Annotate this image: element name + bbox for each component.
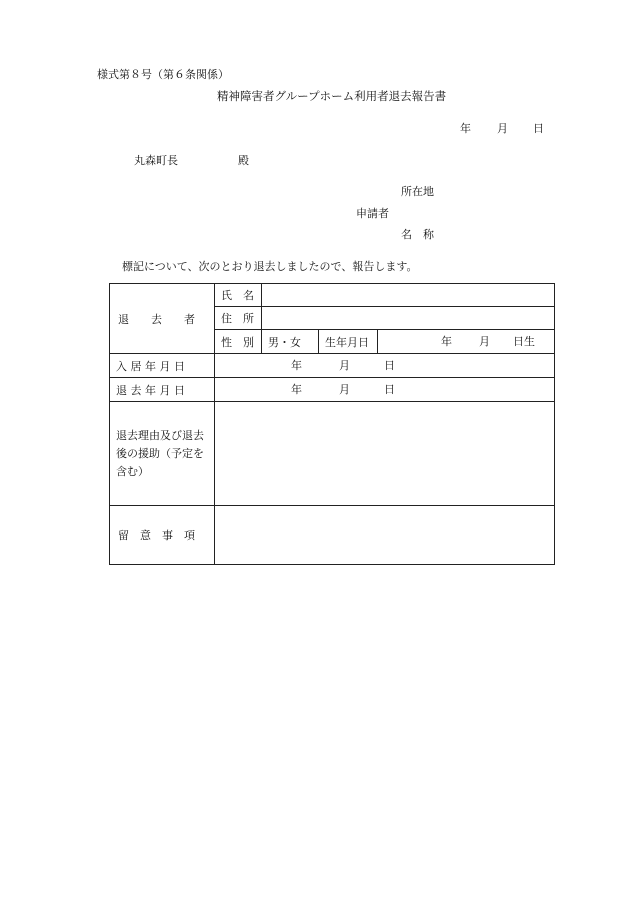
birth-field-label: 生年月日 — [325, 335, 369, 349]
name-field[interactable] — [262, 284, 555, 307]
date-day-label: 日 — [533, 122, 544, 135]
addressee-suffix: 殿 — [238, 154, 249, 167]
name-label: 名 称 — [401, 228, 434, 241]
leaver-label: 退 去 者 — [118, 312, 195, 326]
move-out-label-cell — [110, 378, 215, 402]
move-in-month-label: 月 — [339, 359, 350, 372]
move-in-label-cell — [110, 354, 215, 378]
address-label: 所在地 — [401, 185, 434, 198]
name-label-cell — [215, 284, 262, 307]
page-title: 精神障害者グループホーム利用者退去報告書 — [217, 89, 447, 103]
report-table — [109, 283, 555, 565]
move-in-date-field[interactable] — [215, 354, 555, 378]
addressee: 丸森町長 — [134, 154, 178, 167]
applicant-label: 申請者 — [356, 207, 389, 220]
move-out-day-label: 日 — [384, 383, 395, 396]
birth-date-field[interactable] — [378, 330, 555, 354]
notes-label: 留 意 事 項 — [118, 529, 195, 542]
name-field-label: 氏 名 — [221, 289, 254, 302]
move-in-year-label: 年 — [291, 359, 302, 372]
date-year-label: 年 — [460, 122, 471, 135]
address-label-cell — [215, 307, 262, 330]
form-number: 様式第８号（第６条関係） — [97, 68, 229, 81]
move-in-label: 入 居 年 月 日 — [116, 359, 185, 373]
statement-text: 標記について、次のとおり退去しましたので、報告します。 — [122, 260, 418, 273]
address-field[interactable] — [262, 307, 555, 330]
reason-label-cell — [110, 402, 215, 506]
birth-label-cell — [319, 330, 378, 354]
move-out-month-label: 月 — [339, 383, 350, 396]
birth-year-label: 年 — [441, 335, 452, 348]
move-out-date-field[interactable] — [215, 378, 555, 402]
gender-label-cell — [215, 330, 262, 354]
move-out-year-label: 年 — [291, 383, 302, 396]
move-out-label: 退 去 年 月 日 — [116, 383, 185, 397]
date-month-label: 月 — [497, 122, 508, 135]
leaver-label-cell — [110, 284, 215, 354]
birth-month-label: 月 — [479, 335, 490, 348]
birth-day-label: 日生 — [513, 335, 535, 348]
reason-label: 退去理由及び退去後の援助（予定を含む） — [116, 428, 204, 478]
gender-field-label: 性 別 — [221, 335, 254, 349]
reason-field[interactable] — [215, 402, 555, 506]
address-field-label: 住 所 — [221, 312, 254, 325]
gender-value: 男・女 — [268, 335, 301, 349]
move-in-day-label: 日 — [384, 359, 395, 372]
notes-field[interactable] — [215, 506, 555, 565]
notes-label-cell — [110, 506, 215, 565]
gender-field[interactable] — [262, 330, 319, 354]
